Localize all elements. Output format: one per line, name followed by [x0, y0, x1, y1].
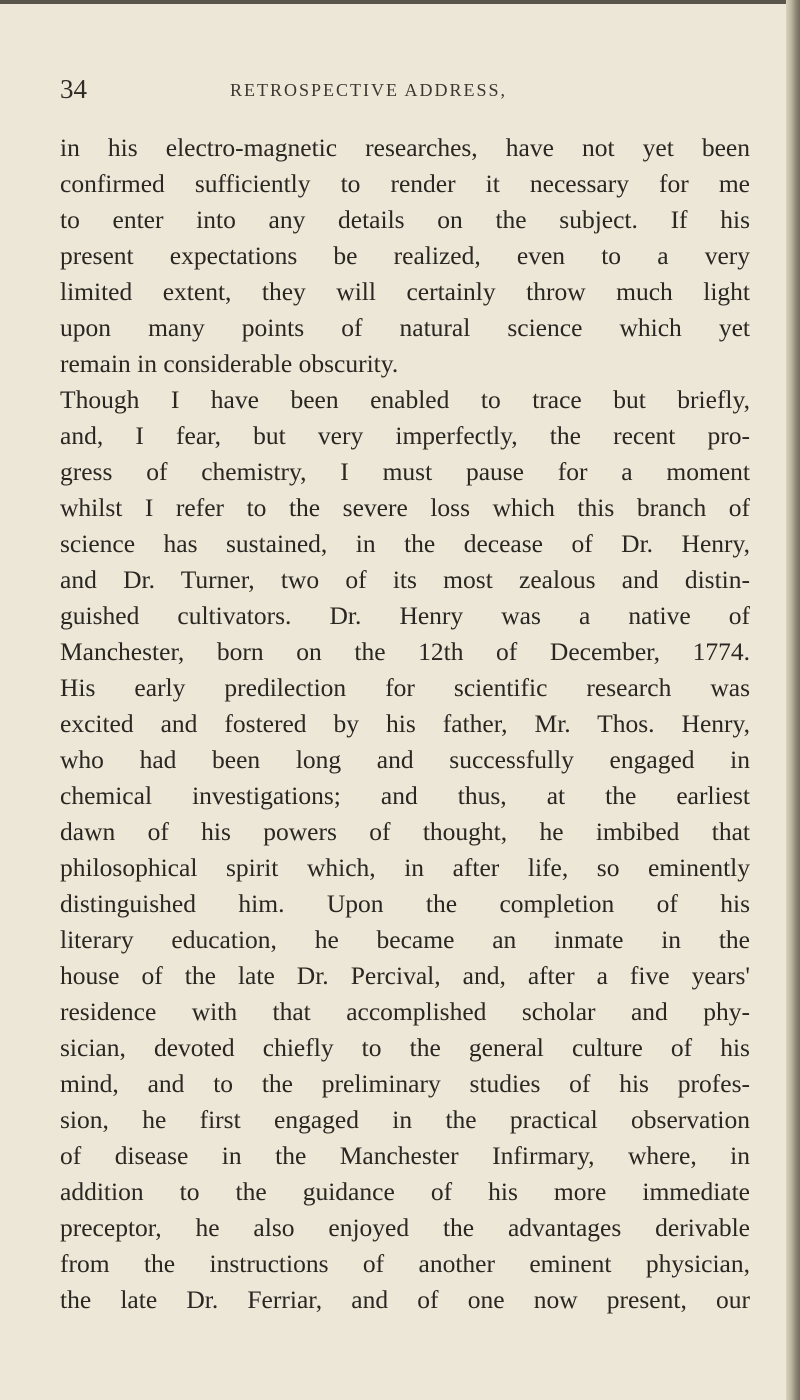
text-line: chemical investigations; and thus, at the earliest	[60, 781, 750, 810]
text-line: from the instructions of another eminent physician,	[60, 1249, 750, 1278]
text-line: upon many points of natural science which yet	[60, 313, 750, 342]
running-head: RETROSPECTIVE ADDRESS,	[230, 80, 508, 100]
text-line: distinguished him. Upon the completion of his	[60, 889, 750, 918]
text-line: and Dr. Turner, two of its most zealous and distin-	[60, 565, 750, 594]
text-line: sion, he first engaged in the practical observation	[60, 1105, 750, 1134]
text-line: house of the late Dr. Percival, and, after a five years'	[60, 961, 750, 990]
top-border-rule	[0, 0, 792, 4]
text-line: present expectations be realized, even to a very	[60, 241, 750, 270]
text-line: science has sustained, in the decease of Dr. Henry,	[60, 529, 750, 558]
text-line: remain in considerable obscurity.	[60, 349, 399, 378]
text-line: excited and fostered by his father, Mr. Thos. Henry,	[60, 709, 750, 738]
text-line: whilst I refer to the severe loss which this branch of	[60, 493, 750, 522]
text-line: residence with that accomplished scholar and phy-	[60, 997, 750, 1026]
text-line: sician, devoted chiefly to the general culture of his	[60, 1033, 750, 1062]
text-line: His early predilection for scientific research was	[60, 673, 750, 702]
text-line: mind, and to the preliminary studies of his profes-	[60, 1069, 750, 1098]
text-line: philosophical spirit which, in after life, so eminently	[60, 853, 750, 882]
text-line: addition to the guidance of his more immediate	[60, 1177, 750, 1206]
text-line: limited extent, they will certainly throw much light	[60, 277, 750, 306]
body-text	[60, 130, 750, 1318]
text-line: of disease in the Manchester Infirmary, where, in	[60, 1141, 750, 1170]
text-line: the late Dr. Ferriar, and of one now present, our	[60, 1285, 750, 1314]
text-line: preceptor, he also enjoyed the advantages derivable	[60, 1213, 750, 1242]
text-line: Though I have been enabled to trace but briefly,	[60, 385, 750, 414]
text-line: literary education, he became an inmate in the	[60, 925, 750, 954]
text-line: dawn of his powers of thought, he imbibed that	[60, 817, 750, 846]
text-line: to enter into any details on the subject. If his	[60, 205, 750, 234]
text-line: Manchester, born on the 12th of December, 1774.	[60, 637, 750, 666]
page-header	[60, 74, 760, 114]
page-number: 34	[60, 74, 87, 104]
text-line: in his electro-magnetic researches, have not yet been	[60, 133, 750, 162]
text-line: confirmed sufficiently to render it necessary for me	[60, 169, 750, 198]
text-line: guished cultivators. Dr. Henry was a native of	[60, 601, 750, 630]
text-line: and, I fear, but very imperfectly, the recent pro-	[60, 421, 750, 450]
text-line: who had been long and successfully engaged in	[60, 745, 750, 774]
page-binding-edge	[786, 0, 800, 1400]
text-line: gress of chemistry, I must pause for a moment	[60, 457, 750, 486]
